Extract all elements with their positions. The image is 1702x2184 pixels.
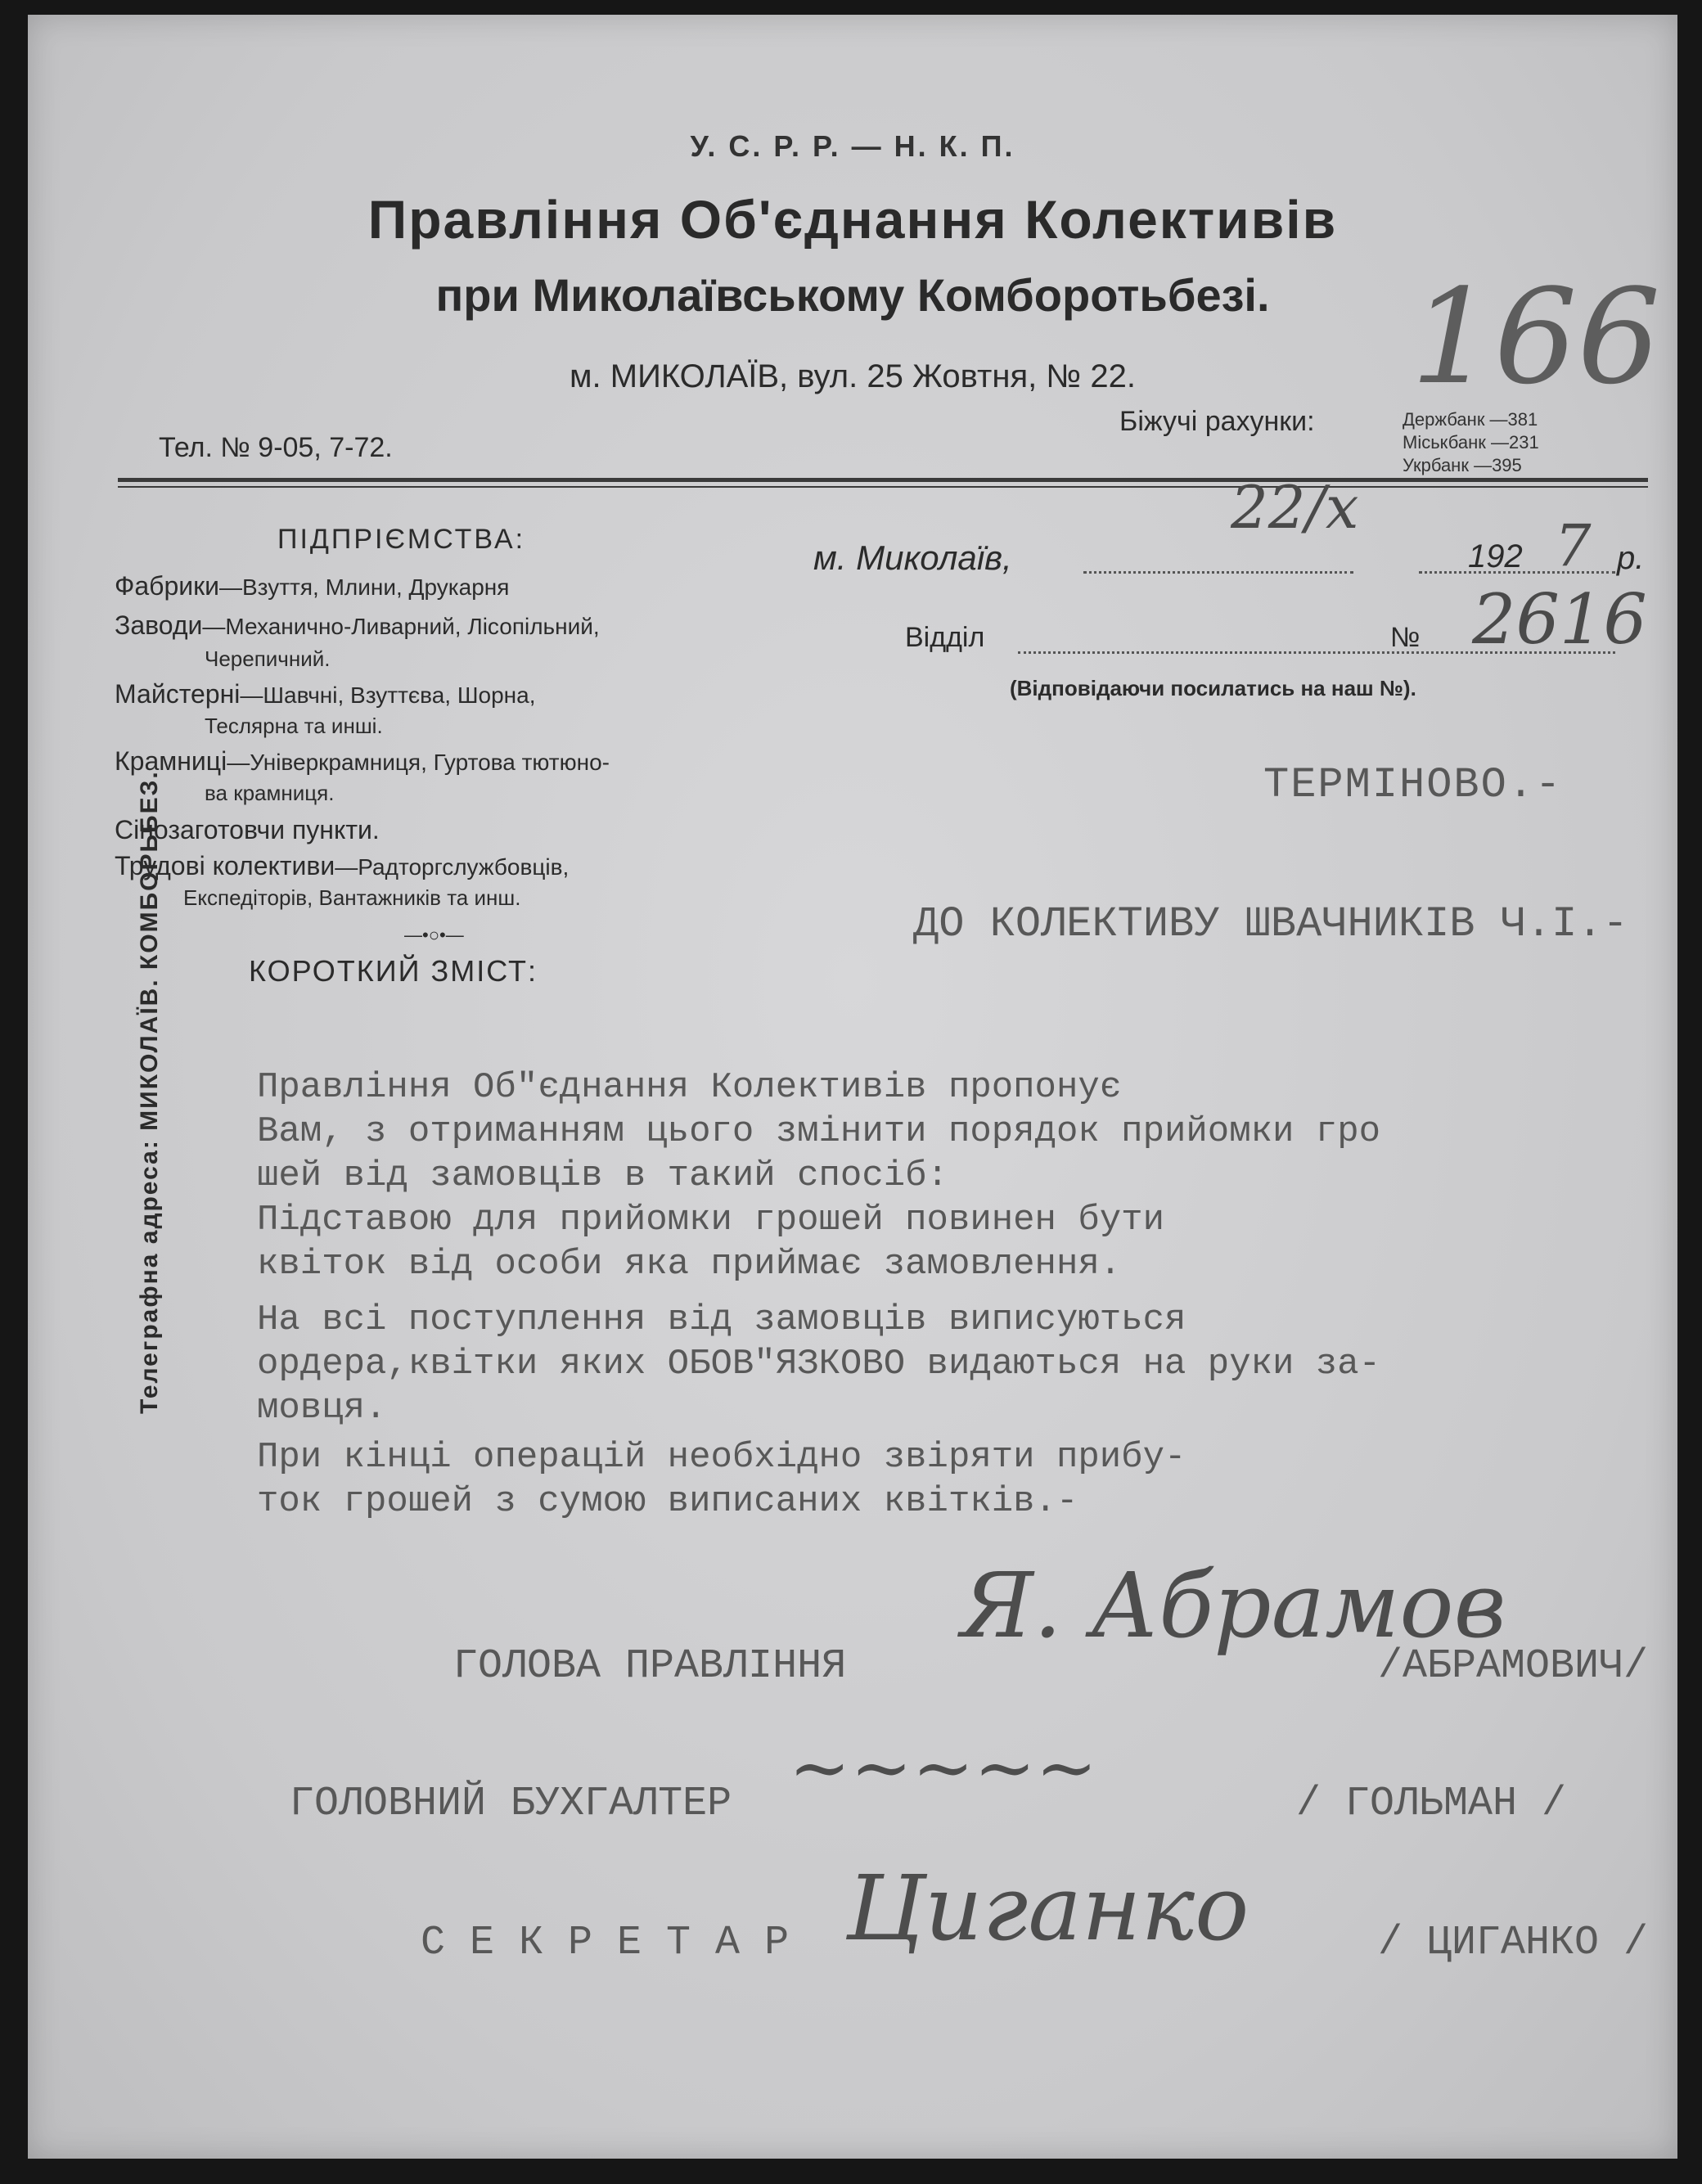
reply-note: (Відповідаючи посилатись на наш №). [1010,676,1416,700]
account-line: Міськбанк —231 [1403,432,1539,453]
body-line: На всі поступлення від замовців виписуються [257,1299,1186,1340]
year-suffix: р. [1617,540,1645,576]
letterhead-address: м. МИКОЛАЇВ, вул. 25 Жовтня, № 22. [570,358,1136,394]
enterprise-cont: Теслярна та инші. [205,714,383,738]
enterprise-head: Крамниці [115,746,227,776]
signature-mark: Я. Абрамов [961,1553,1506,1658]
enterprise-text: —Шавчні, Взуттєва, Шорна, [240,682,536,708]
enterprise-cont: Експедіторів, Вантажників та инш. [183,885,521,910]
phone-numbers: Тел. № 9-05, 7-72. [159,432,393,463]
signature-name: /АБРАМОВИЧ/ [1378,1643,1649,1690]
enterprise-head: Сінозаготовчи пункти. [115,815,380,844]
enterprise-item [115,851,569,881]
enterprise-item [115,571,509,601]
enterprise-item [115,746,610,777]
body-line: ордера,квітки яких ОБОВ"ЯЗКОВО видаються на руки за- [257,1344,1381,1385]
body-line: При кінці операцій необхідно звіряти прибу- [257,1437,1186,1478]
signature-name: / ЦИГАНКО / [1378,1920,1649,1966]
letterhead-title: Правління Об'єднання Колективів [367,189,1338,250]
account-line: Укрбанк —395 [1403,455,1522,475]
telegraph-address: Телеграфна адреса: МИКОЛАЇВ. КОМБОРЬБЕЗ. [136,770,163,1414]
signature-role: ГОЛОВА ПРАВЛІННЯ [453,1643,847,1690]
enterprise-head: Заводи [115,610,203,640]
accounts-label: Біжучі рахунки: [1119,406,1315,437]
summary-label: КОРОТКИЙ ЗМІСТ: [249,954,538,988]
header-rule [118,478,1648,482]
enterprise-cont: Черепичний. [205,646,331,671]
enterprises-title: ПІДПРІЄМСТВА: [277,524,526,555]
signature-role: С Е К Р Е Т А Р [421,1920,790,1966]
enterprise-cont: ва крамниця. [205,781,335,805]
date-dotted-line [1083,571,1353,574]
urgent-mark: ТЕРМІНОВО.- [1263,761,1563,809]
addressee: ДО КОЛЕКТИВУ ШВАЧНИКІВ Ч.І.- [913,900,1628,948]
signature-mark: Циганко [846,1856,1249,1961]
document-page [28,15,1677,2159]
enterprise-head: Фабрики [115,571,219,601]
enterprise-item [115,679,536,709]
handwritten-number: 166 [1411,260,1661,413]
body-line: квіток від особи яка приймає замовлення. [257,1244,1122,1285]
letterhead-subtitle: при Миколаївському Комборотьбезі. [435,269,1270,321]
signature-role: ГОЛОВНИЙ БУХГАЛТЕР [290,1781,732,1827]
body-line: Вам, з отриманням цього змінити порядок прийомки гро [257,1111,1381,1152]
handwritten-year: 7 [1555,512,1592,579]
signature-name: / ГОЛЬМАН / [1296,1781,1567,1827]
enterprise-text: —Взуття, Млини, Друкарня [219,574,510,600]
place-city: м. Миколаїв, [813,538,1012,577]
enterprise-head: Майстерні [115,679,241,709]
department-label: Відділ [905,622,985,653]
enterprise-item [115,610,600,641]
year-prefix: 192 [1468,538,1523,574]
body-line: ток грошей з сумою виписаних квітків.- [257,1481,1078,1522]
body-line: мовця. [257,1388,387,1429]
signature-mark: ~~~~~ [789,1725,1098,1811]
body-line: Правління Об"єднання Колективів пропонує [257,1067,1122,1108]
account-line: Держбанк —381 [1403,409,1538,430]
handwritten-date: 22/х [1231,473,1359,542]
body-line: шей від замовців в такий спосіб: [257,1155,948,1196]
enterprise-text: —Універкрамниця, Гуртова тютюно- [227,750,610,775]
body-line: Підставою для прийомки грошей повинен бути [257,1200,1164,1241]
enterprise-text: —Механично-Ливарний, Лісопільний, [202,614,600,639]
header-top-line: У. С. Р. Р. — Н. К. П. [690,129,1015,163]
ornament: —•○•— [404,925,464,945]
header-rule-thin [118,486,1648,488]
handwritten-doc-number: 2616 [1472,579,1647,660]
enterprise-head: Трудові колективи [115,851,335,880]
number-label: № [1390,622,1421,653]
enterprise-text: —Радторгслужбовців, [335,854,570,880]
